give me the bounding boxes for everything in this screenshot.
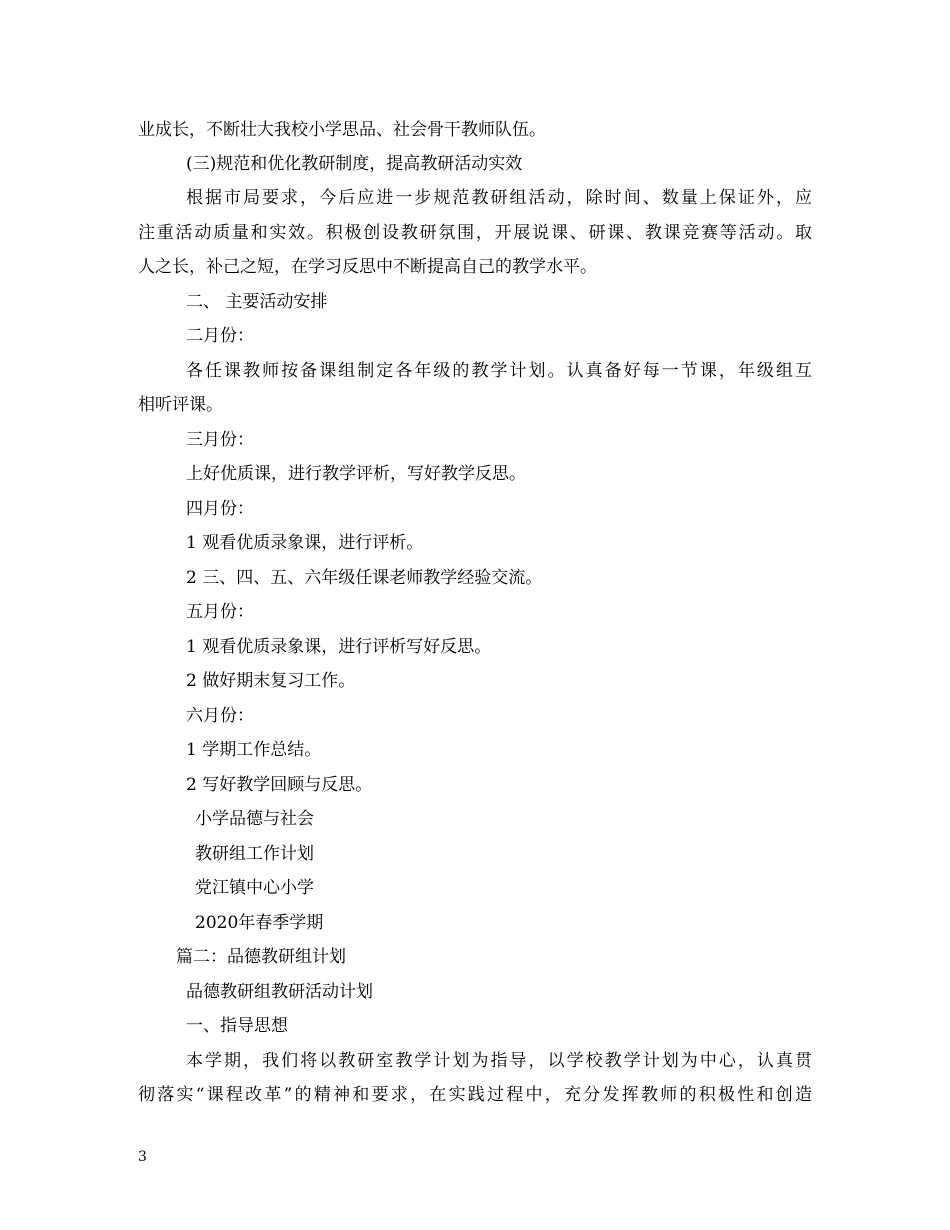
paragraph-line: 业成长，不断壮大我校小学思品、社会骨干教师队伍。: [138, 120, 546, 140]
paragraph-line: 上好优质课，进行教学评析，写好教学反思。: [186, 464, 526, 484]
title-block-line: 党江镇中心小学: [195, 878, 314, 898]
list-item: 1 学期工作总结。: [186, 740, 322, 760]
month-heading: 二月份：: [186, 326, 254, 346]
list-item: 2 三、四、五、六年级任课老师教学经验交流。: [186, 568, 543, 588]
paragraph-line: 本学期，我们将以教研室教学计划为指导，以学校教学计划为中心，认真贯: [186, 1051, 812, 1071]
paragraph-line: 相听评课。: [138, 395, 223, 415]
list-item: 1 观看优质录象课，进行评析。: [186, 533, 424, 553]
paragraph-line: 各任课教师按备课组制定各年级的教学计划。认真备好每一节课，年级组互: [186, 361, 812, 381]
list-item: 1 观看优质录象课，进行评析写好反思。: [186, 637, 492, 657]
paragraph-line: 根据市局要求，今后应进一步规范教研组活动，除时间、数量上保证外，应: [186, 188, 812, 208]
section-heading: (三)规范和优化教研制度，提高教研活动实效: [186, 154, 523, 174]
list-item: 2 写好教学回顾与反思。: [186, 775, 373, 795]
month-heading: 三月份：: [186, 430, 254, 450]
paragraph-line: 彻落实“课程改革”的精神和要求，在实践过程中，充分发挥教师的积极性和创造: [138, 1085, 812, 1105]
article-subheading: 品德教研组教研活动计划: [186, 982, 373, 1002]
section-heading: 二、 主要活动安排: [186, 292, 328, 312]
paragraph-line: 人之长，补己之短，在学习反思中不断提高自己的教学水平。: [138, 257, 597, 277]
section-heading: 一、指导思想: [186, 1016, 288, 1036]
article-heading: 篇二：品德教研组计划: [176, 947, 346, 967]
month-heading: 六月份：: [186, 706, 254, 726]
list-item: 2 做好期末复习工作。: [186, 671, 356, 691]
paragraph-line: 注重活动质量和实效。积极创设教研氛围，开展说课、研课、教课竞赛等活动。取: [138, 223, 812, 243]
title-block-line: 教研组工作计划: [195, 844, 314, 864]
page-number: 3: [138, 1149, 147, 1165]
title-block-line: 2020年春季学期: [195, 913, 324, 933]
month-heading: 四月份：: [186, 499, 254, 519]
month-heading: 五月份：: [186, 602, 254, 622]
title-block-line: 小学品德与社会: [195, 809, 314, 829]
